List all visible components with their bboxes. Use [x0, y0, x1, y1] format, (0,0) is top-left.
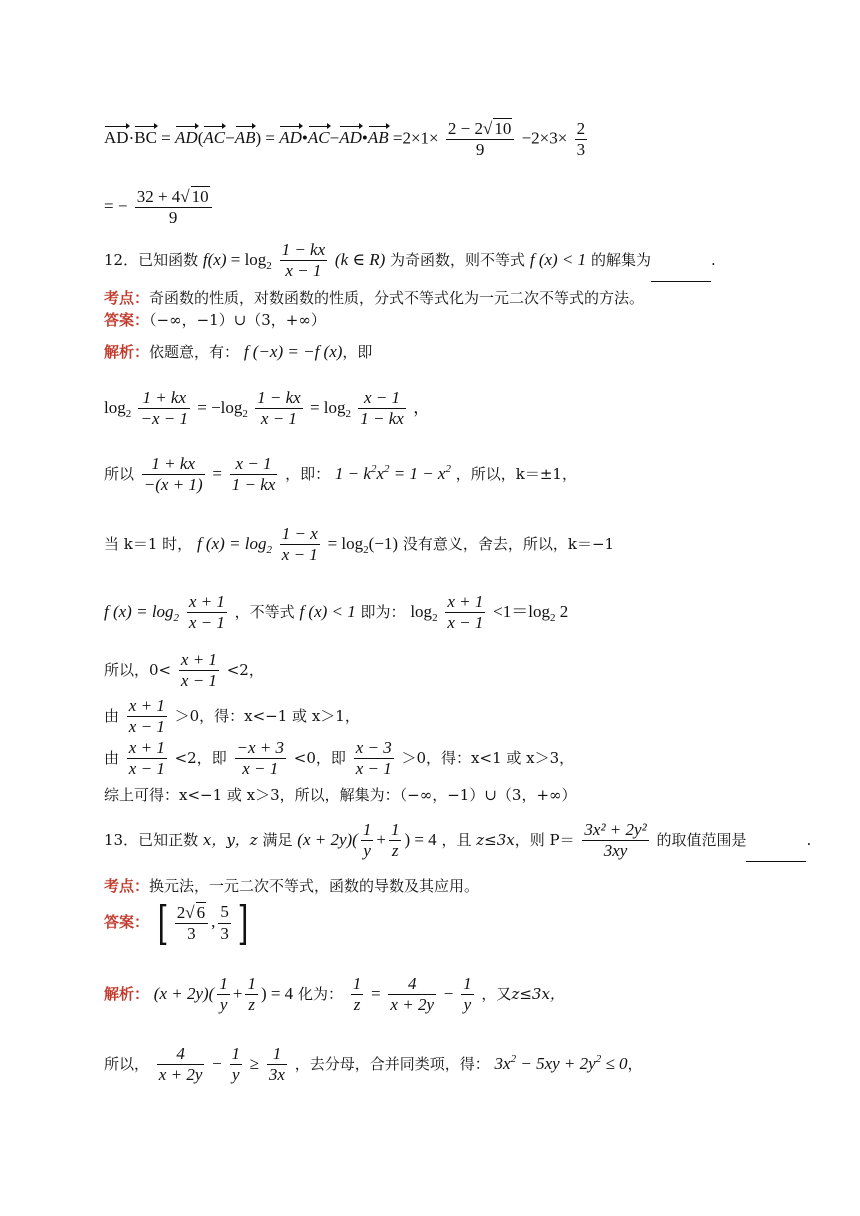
q13-step-2: 所以， $\frac{4}{x + 2y}$ − $\frac{1}{y}$ ≥ $\frac{1}{3x}$ ，去分母，合并同类项，得： $3x^2 - 5xy + 2y^2 \le 0$， — [104, 1044, 643, 1085]
q12-step-5: 所以，0< $\frac{x + 1}{x - 1}$ <2， — [104, 650, 264, 691]
fraction: $\frac{1 + kx}{-(x + 1)}$ — [143, 454, 203, 495]
fraction: $\frac{1}{y}$ — [219, 974, 228, 1015]
fraction: $\frac{1 - kx}{x - 1}$ — [281, 240, 326, 281]
vector-ad: AD — [104, 124, 129, 148]
fraction: $\frac{1}{y}$ — [362, 820, 372, 861]
fraction: $\frac{4}{x + 2y}$ — [158, 1044, 203, 1085]
q12-step-1: $\log_2$ $\frac{1 + kx}{-x - 1}$ = $-\log_2$ $\frac{1 - kx}{x - 1}$ = $\log_2$ $\frac{x - 1}{1 - kx}$ ， — [104, 388, 431, 429]
fraction: $\frac{1}{z}$ — [247, 974, 256, 1015]
vector-bc: BC — [134, 124, 157, 148]
fraction: $\frac{4}{x + 2y}$ — [390, 974, 434, 1015]
q12-step-6: 由 $\frac{x + 1}{x - 1}$ ＞0，得：x<−1 或 x＞1， — [104, 696, 360, 737]
q12-step-3: 当 k＝1 时， f $(x) = \log_2$ $\frac{1 - x}{x - 1}$ = $\log_2(-1)$ 没有意义，舍去，所以，k＝−1 — [104, 524, 615, 565]
q12-conclusion: 综上可得：x<−1 或 x＞3，所以，解集为：（−∞，−1）∪（3，+∞） — [104, 786, 577, 804]
fraction: $\frac{5}{3}$ — [220, 902, 229, 943]
fraction: $\frac{1}{y}$ — [463, 974, 472, 1015]
question-13: 13．已知正数 x，y，z 满足 (x + 2y)( $\frac{1}{y}$ + $\frac{1}{z}$ ) = 4 ，且 z≤3x，则 P＝ $\frac{\text{3x² + 2y²}}{3xy}$ 的取值范围是 . — [104, 820, 812, 861]
fraction: $\frac{32 + 4√ 10}{9}$ — [135, 186, 212, 229]
answer-blank — [746, 847, 806, 862]
fraction: $\frac{1}{z}$ — [352, 974, 362, 1015]
q13-answer: 答案： [ $\frac{2√ 6}{3}$ , $\frac{5}{3}$ ] — [104, 896, 249, 950]
q12-jiexi: 解析：依题意，有： f (−x) = −f (x)，即 — [104, 342, 373, 361]
fraction: $\frac{x - 1}{1 - kx}$ — [360, 388, 404, 429]
q12-kaodian: 考点：奇函数的性质，对数函数的性质，分式不等式化为一元二次不等式的方法。 — [104, 289, 645, 307]
q12-step-2: 所以 $\frac{1 + kx}{-(x + 1)}$ = $\frac{x - 1}{1 - kx}$ ，即： $1 - k^2x^2 = 1 - x^2$ ，所以，k＝±1， — [104, 454, 577, 495]
fraction: $\frac{x + 1}{x - 1}$ — [128, 696, 165, 737]
fraction: $\frac{1 - x}{x - 1}$ — [281, 524, 318, 565]
q12-step-4: f $(x) = \log_2$ $\frac{x + 1}{x - 1}$ ，不等式 f (x) < 1 即为： $\log_2$ $\frac{x + 1}{x - 1}$ $<1=\log_2$ 2 — [104, 592, 569, 633]
fraction: $\frac{2 - 2√ 10}{9}$ — [446, 118, 514, 161]
question-12: 12．已知函数 $f(x) = \log_2$ $\frac{1 - kx}{x - 1}$ (k ∈ R) 为奇函数，则不等式 f (x) < 1 的解集为 . — [104, 240, 716, 281]
fraction: $\frac{x - 1}{1 - kx}$ — [231, 454, 276, 495]
fraction: $\frac{x - 3}{x - 1}$ — [355, 738, 392, 779]
fraction: $\frac{x + 1}{x - 1}$ — [128, 738, 165, 779]
fraction: $\frac{x + 1}{x - 1}$ — [188, 592, 225, 633]
vector-equation-line: AD·BC = AD(AC−AB) = AD•AC−AD•AB =2×1× $\frac{2 - 2√ 10}{9}$ −2×3× $\frac{2}{3}$ — [104, 118, 586, 160]
fraction: $\frac{-x + 3}{x - 1}$ — [236, 738, 285, 779]
fraction: $\frac{1 + kx}{-x - 1}$ — [140, 388, 188, 429]
fraction: $\frac{2√ 6}{3}$ — [175, 902, 208, 945]
result-line: = − $\frac{32 + 4√ 10}{9}$ — [104, 186, 215, 229]
fraction: $\frac{1}{z}$ — [390, 820, 400, 861]
fraction: $\frac{2}{3}$ — [576, 118, 586, 159]
q12-answer: 答案：（−∞，−1）∪（3，+∞） — [104, 311, 326, 329]
answer-blank — [651, 267, 711, 282]
fraction: $\frac{1 - kx}{x - 1}$ — [257, 388, 301, 429]
q13-kaodian: 考点：换元法，一元二次不等式，函数的导数及其应用。 — [104, 877, 480, 895]
fraction: $\frac{x + 1}{x - 1}$ — [447, 592, 484, 633]
fraction: $\frac{x + 1}{x - 1}$ — [180, 650, 217, 691]
fraction: $\frac{1}{y}$ — [231, 1044, 241, 1085]
q13-jiexi: 解析： (x + 2y)( $\frac{1}{y}$ + $\frac{1}{z}$ ) = 4 化为： $\frac{1}{z}$ = $\frac{4}{x + 2y}$ − $\frac{1}{y}$ ，又z≤3x， — [104, 974, 565, 1015]
fraction: $\frac{1}{3x}$ — [268, 1044, 285, 1085]
q12-step-7: 由 $\frac{x + 1}{x - 1}$ <2，即 $\frac{-x + 3}{x - 1}$ <0，即 $\frac{x - 3}{x - 1}$ ＞0，得：x<1 或 x＞3， — [104, 738, 575, 779]
fraction: $\frac{\text{3x² + 2y²}}{3xy}$ — [584, 820, 647, 861]
